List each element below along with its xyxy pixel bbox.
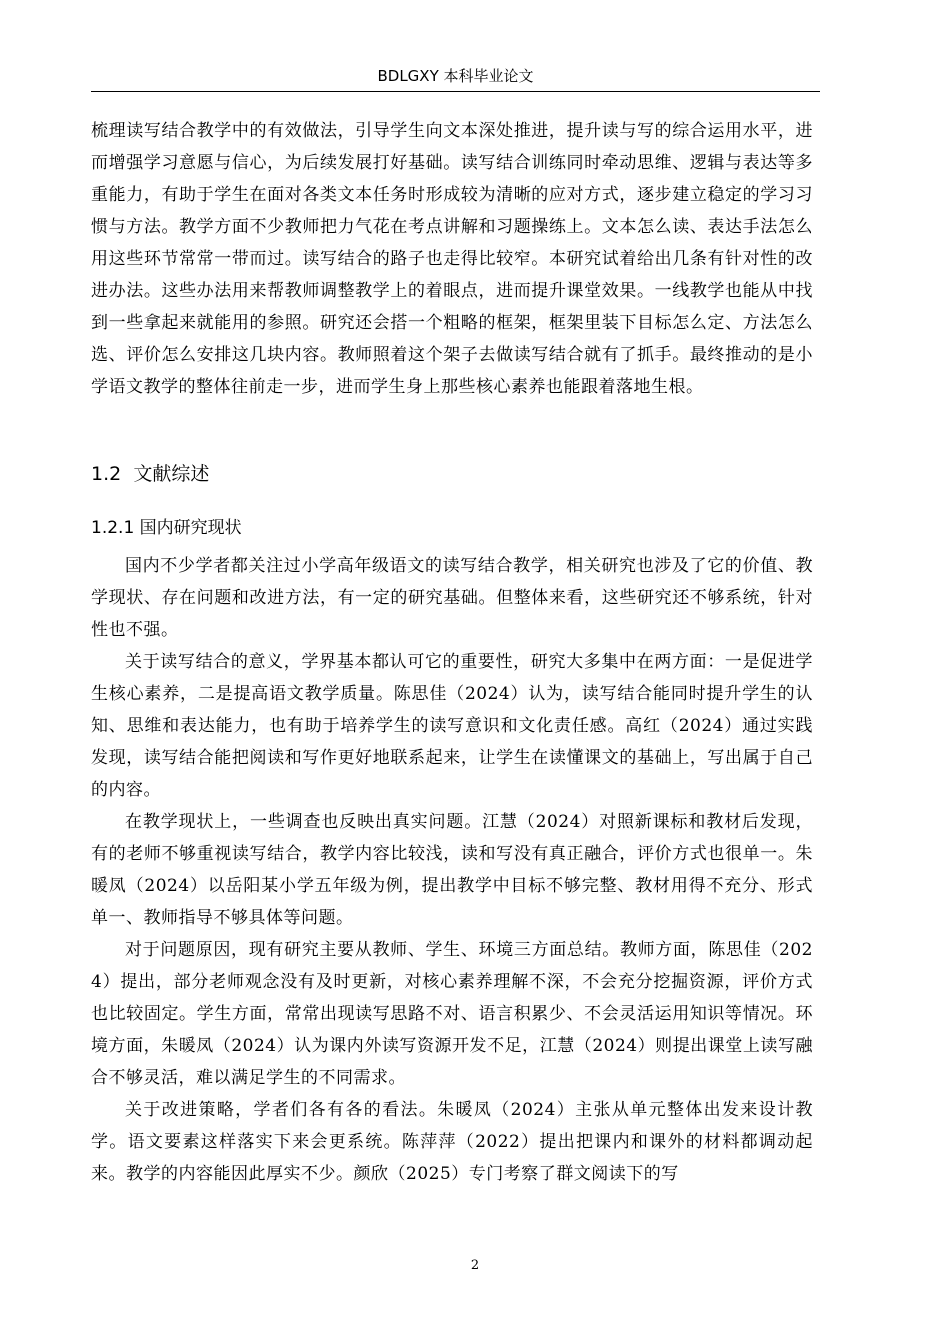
page-body [91, 115, 813, 1190]
subsection-title: 国内研究现状 [139, 518, 242, 538]
body-paragraph: 在教学现状上，一些调查也反映出真实问题。江慧（2024）对照新课标和教材后发现，有的老师不够重视读写结合，教学内容比较浅，读和写没有真正融合，评价方式也很单一。朱暖凤（2024）以岳阳某小学五年级为例，提出教学中目标不够完整、教材用得不充分、形式单一、教师指导不够具体等问题。 [91, 812, 813, 928]
body-paragraph: 关于读写结合的意义，学界基本都认可它的重要性，研究大多集中在两方面：一是促进学生核心素养，二是提高语文教学质量。陈思佳（2024）认为，读写结合能同时提升学生的认知、思维和表达能力，也有助于培养学生的读写意识和文化责任感。高红（2024）通过实践发现，读写结合能把阅读和写作更好地联系起来，让学生在读懂课文的基础上，写出属于自己的内容。 [91, 652, 813, 800]
body-paragraph: 国内不少学者都关注过小学高年级语文的读写结合教学，相关研究也涉及了它的价值、教学现状、存在问题和改进方法，有一定的研究基础。但整体来看，这些研究还不够系统，针对性也不强。 [91, 556, 813, 640]
body-paragraph: 对于问题原因，现有研究主要从教师、学生、环境三方面总结。教师方面，陈思佳（2024）提出，部分老师观念没有及时更新，对核心素养理解不深，不会充分挖掘资源，评价方式也比较固定。学生方面，常常出现读写思路不对、语言积累少、不会灵活运用知识等情况。环境方面，朱暖凤（2024）认为课内外读写资源开发不足，江慧（2024）则提出课堂上读写融合不够灵活，难以满足学生的不同需求。 [91, 940, 813, 1088]
running-header: BDLGXY 本科毕业论文 [377, 67, 534, 85]
intro-paragraph: 梳理读写结合教学中的有效做法，引导学生向文本深处推进，提升读与写的综合运用水平，进而增强学习意愿与信心，为后续发展打好基础。读写结合训练同时牵动思维、逻辑与表达等多重能力，有助于学生在面对各类文本任务时形成较为清晰的应对方式，逐步建立稳定的学习习惯与方法。教学方面不少教师把力气花在考点讲解和习题操练上。文本怎么读、表达手法怎么用这些环节常常一带而过。读写结合的路子也走得比较窄。本研究试着给出几条有针对性的改进办法。这些办法用来帮教师调整教学上的着眼点，进而提升课堂效果。一线教学也能从中找到一些拿起来就能用的参照。研究还会搭一个粗略的框架，框架里装下目标怎么定、方法怎么选、评价怎么安排这几块内容。教师照着这个架子去做读写结合就有了抓手。最终推动的是小学语文教学的整体往前走一步，进而学生身上那些核心素养也能跟着落地生根。 [91, 121, 813, 397]
header-rule [91, 91, 820, 92]
subsection-number: 1.2.1 [91, 518, 135, 538]
body-paragraph: 关于改进策略，学者们各有各的看法。朱暖凤（2024）主张从单元整体出发来设计教学。语文要素这样落实下来会更系统。陈萍萍（2022）提出把课内和课外的材料都调动起来。教学的内容能因此厚实不少。颜欣（2025）专门考察了群文阅读下的写 [91, 1100, 813, 1184]
section-title: 文献综述 [133, 463, 210, 485]
page-number: 2 [470, 1258, 480, 1273]
section-heading [91, 458, 813, 490]
section-number: 1.2 [91, 463, 122, 485]
subsection-heading [91, 512, 813, 544]
